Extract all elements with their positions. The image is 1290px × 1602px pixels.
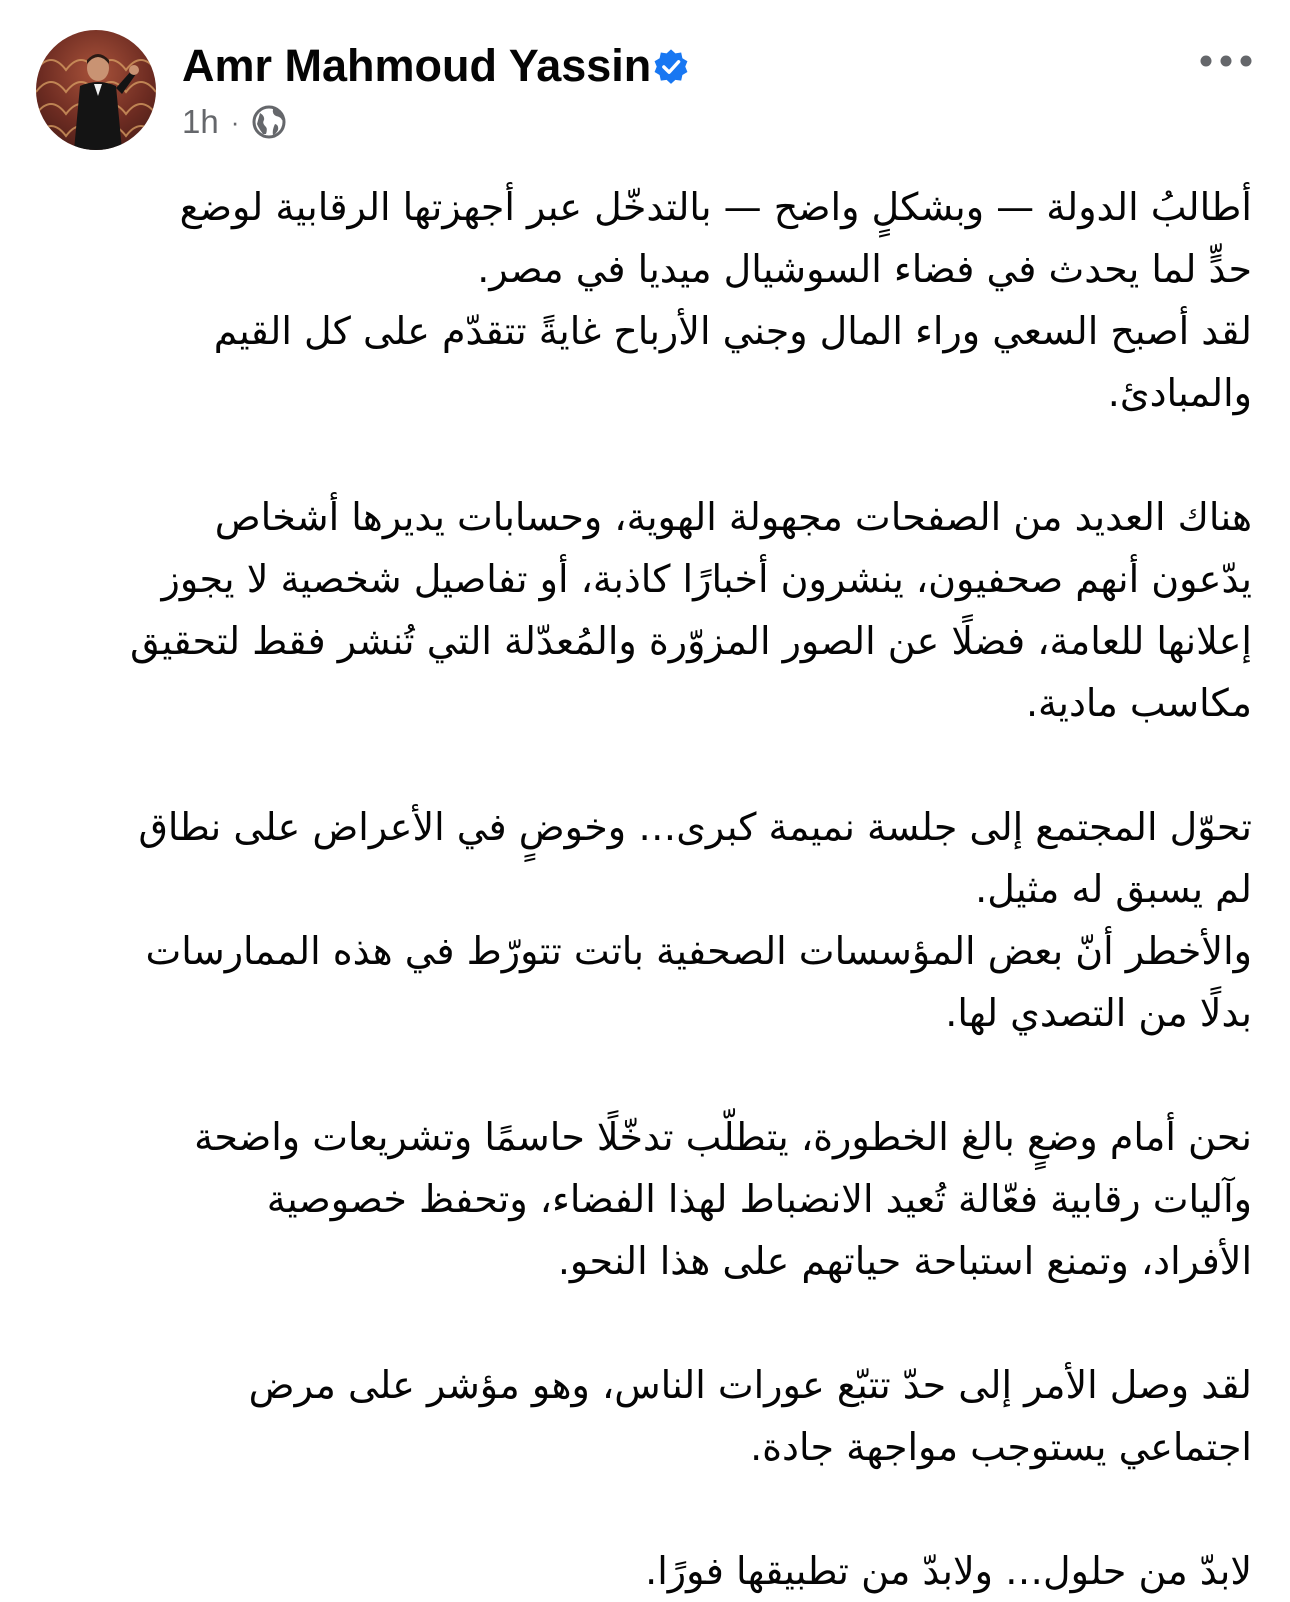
globe-icon[interactable] — [251, 104, 287, 140]
post-paragraph-5: لقد وصل الأمر إلى حدّ تتبّع عورات الناس، وهو مؤشر على مرض اجتماعي يستوجب مواجهة جادة. — [248, 1363, 1252, 1469]
post-paragraph-2: هناك العديد من الصفحات مجهولة الهوية، وحسابات يديرها أشخاص يدّعون أنهم صحفيون، ينشرون أخبارًا كاذبة، أو تفاصيل شخصية لا يجوز إعلانها للعامة، فضلًا عن الصور المزوّرة والمُعدّلة التي تُنشر فقط لتحقيق مكاسب مادية. — [130, 495, 1252, 725]
post-paragraph-3: تحوّل المجتمع إلى جلسة نميمة كبرى… وخوضٍ في الأعراض على نطاق لم يسبق له مثيل. والأخطر أنّ بعض المؤسسات الصحفية باتت تتورّط في هذه الممارسات بدلًا من التصدي لها. — [138, 805, 1252, 1035]
verified-badge-icon — [652, 48, 690, 86]
post-timestamp[interactable]: 1h — [182, 103, 219, 140]
post-meta — [182, 101, 287, 143]
author-name[interactable]: Amr Mahmoud Yassin — [182, 40, 652, 91]
profile-photo-icon — [36, 30, 156, 150]
more-options-icon[interactable] — [1196, 46, 1256, 76]
post-paragraph-4: نحن أمام وضعٍ بالغ الخطورة، يتطلّب تدخّلًا حاسمًا وتشريعات واضحة وآليات رقابية فعّالة تُعيد الانضباط لهذا الفضاء، وتحفظ خصوصية الأفراد، وتمنع استباحة حياتهم على هذا النحو. — [194, 1115, 1252, 1283]
meta-separator: · — [230, 106, 240, 137]
post-paragraph-1: أطالبُ الدولة — وبشكلٍ واضح — بالتدخّل عبر أجهزتها الرقابية لوضع حدٍّ لما يحدث في فضاء السوشيال ميديا في مصر. لقد أصبح السعي وراء المال وجني الأرباح غايةً تتقدّم على كل القيم والمبادئ. — [179, 185, 1252, 415]
author-avatar[interactable] — [36, 30, 156, 150]
post-paragraph-6: لابدّ من حلول… ولابدّ من تطبيقها فورًا. — [645, 1549, 1252, 1593]
post-header — [0, 0, 1290, 160]
post-text — [32, 176, 1252, 1602]
